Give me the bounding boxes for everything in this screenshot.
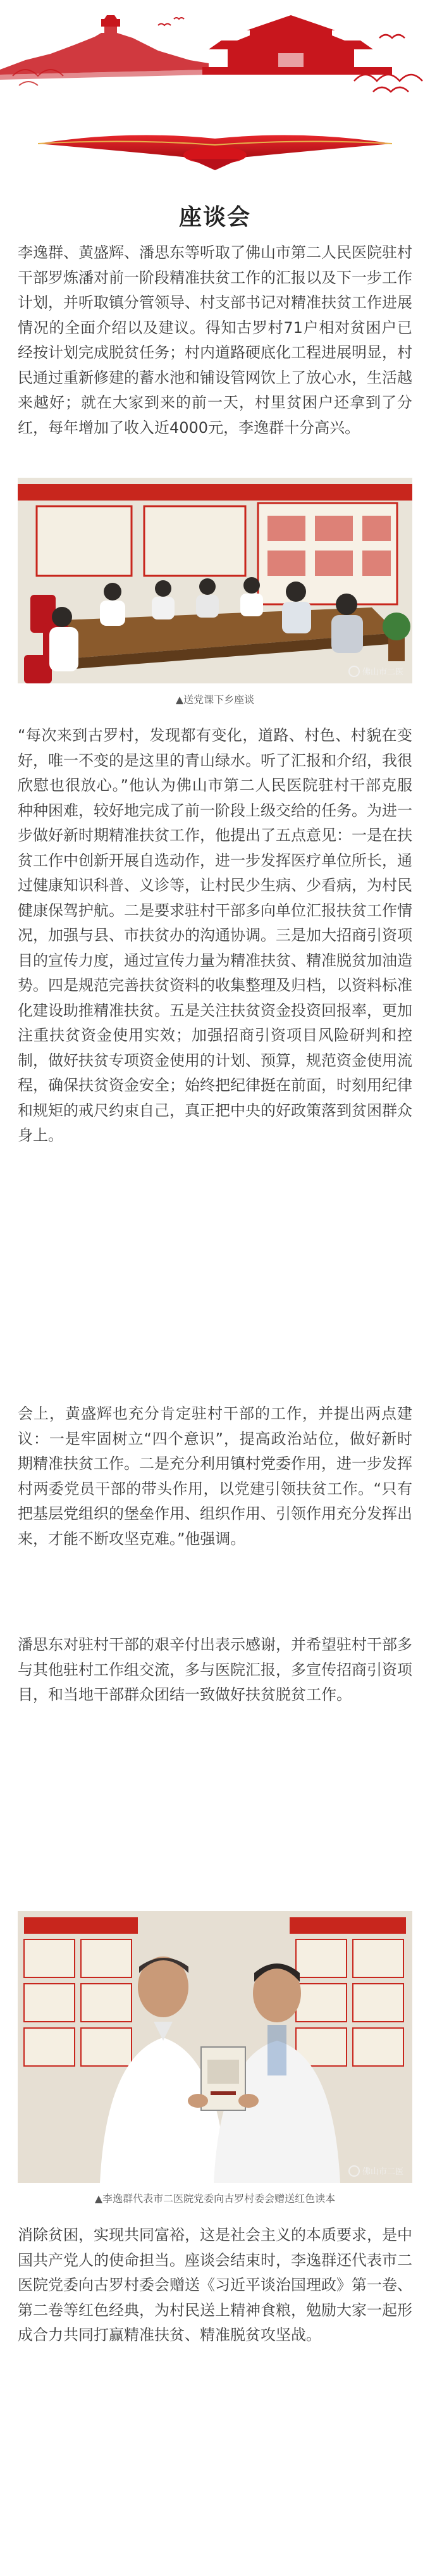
paragraph-1: 李逸群、黄盛辉、潘思东等听取了佛山市第二人民医院驻村干部罗炼潘对前一阶段精准扶贫工作的汇报以及下一步工作计划，并听取镇分管领导、村支部书记对精准扶贫工作进展情况的全面介绍以及建议。得知古罗村71户相对贫困户已经按计划完成脱贫任务；村内道路硬底化工程进展明显，村民通过重新修建的蓄水池和铺设管网饮上了放心水，生活越来越好；就在大家到来的前一天，村里贫困户还拿到了分红，每年增加了收入近4000元，李逸群十分高兴。 [18, 244, 412, 437]
photo-watermark: 佛山市二医 [348, 665, 403, 677]
watermark-icon [348, 2165, 360, 2177]
birds-icon [158, 18, 184, 25]
meeting-room-image [18, 478, 412, 683]
paragraph-2: “每次来到古罗村，发现都有变化，道路、村色、村貌在变好，唯一不变的是这里的青山绿水。听了汇报和介绍，我很欣慰也很放心。”他认为佛山市第二人民医院驻村干部克服种种困难，较好地完成了前一阶段上级交给的任务。为进一步做好新时期精准扶贫工作，他提出了五点意见：一是在扶贫工作中创新开展自选动作，进一步发挥医疗单位所长，通过健康知识科普、义诊等，让村民少生病、少看病，为村民健康保驾护航。二是要求驻村干部多向单位汇报扶贫工作情况，加强与县、市扶贫办的沟通协调。三是加大招商引资项目的宣传力度，通过宣传力量为精准扶贫、精准脱贫加油造势。四是规范完善扶贫资料的收集整理及归档，以资料标准化建设助推精准扶贫。五是关注扶贫资金投资回报率，更加注重扶贫资金使用实效；加强招商引资项目风险研判和控制，做好扶贫专项资金使用的计划、预算，规范资金使用流程，确保扶贫资金安全；始终把纪律挺在前面，时刻用纪律和规矩的戒尺约束自己，真正把中央的好政策落到贫困群众身上。 [18, 726, 412, 1144]
paragraph-4: 潘思东对驻村干部的艰辛付出表示感谢，并希望驻村干部多与其他驻村工作组交流，多与医院汇报，多宣传招商引资项目，和当地干部群众团结一致做好扶贫脱贫工作。 [18, 1636, 412, 1703]
photo-caption-2: ▲李逸群代表市二医院党委向古罗村委会赠送红色读本 [94, 2193, 336, 2205]
paragraph-3: 会上，黄盛辉也充分肯定驻村干部的工作，并提出两点建议：一是牢固树立“四个意识”，提高政治站位，做好新时期精准扶贫工作。二是充分利用镇村党委作用，进一步发挥村两委党员干部的带头作用，以党建引领扶贫工作。“只有把基层党组织的堡垒作用、组织作用、引领作用充分发挥出来，才能不断攻坚克难。”他强调。 [18, 1405, 412, 1548]
red-ribbon-divider [38, 130, 392, 174]
photo-caption-1: ▲送党课下乡座谈 [175, 694, 255, 706]
tiananmen-illustration [202, 15, 392, 75]
paragraph-5: 消除贫困，实现共同富裕，这是社会主义的本质要求，是中国共产党人的使命担当。座谈会结束时，李逸群还代表市二医院党委向古罗村委会赠送《习近平谈治国理政》第一卷、第二卷等红色经典，为村民送上精神食粮，勉励大家一起形成合力共同打赢精准扶贫、精准脱贫攻坚战。 [18, 2226, 412, 2344]
book-gift-photo [18, 1911, 412, 2183]
watermark-icon [348, 666, 360, 677]
book-gift-image [18, 1911, 412, 2183]
section-title: 座谈会 [178, 204, 251, 230]
photo-watermark: 佛山市二医 [348, 2165, 403, 2177]
header-banner [0, 0, 430, 104]
great-wall-illustration [0, 15, 209, 80]
meeting-photo [18, 478, 412, 683]
